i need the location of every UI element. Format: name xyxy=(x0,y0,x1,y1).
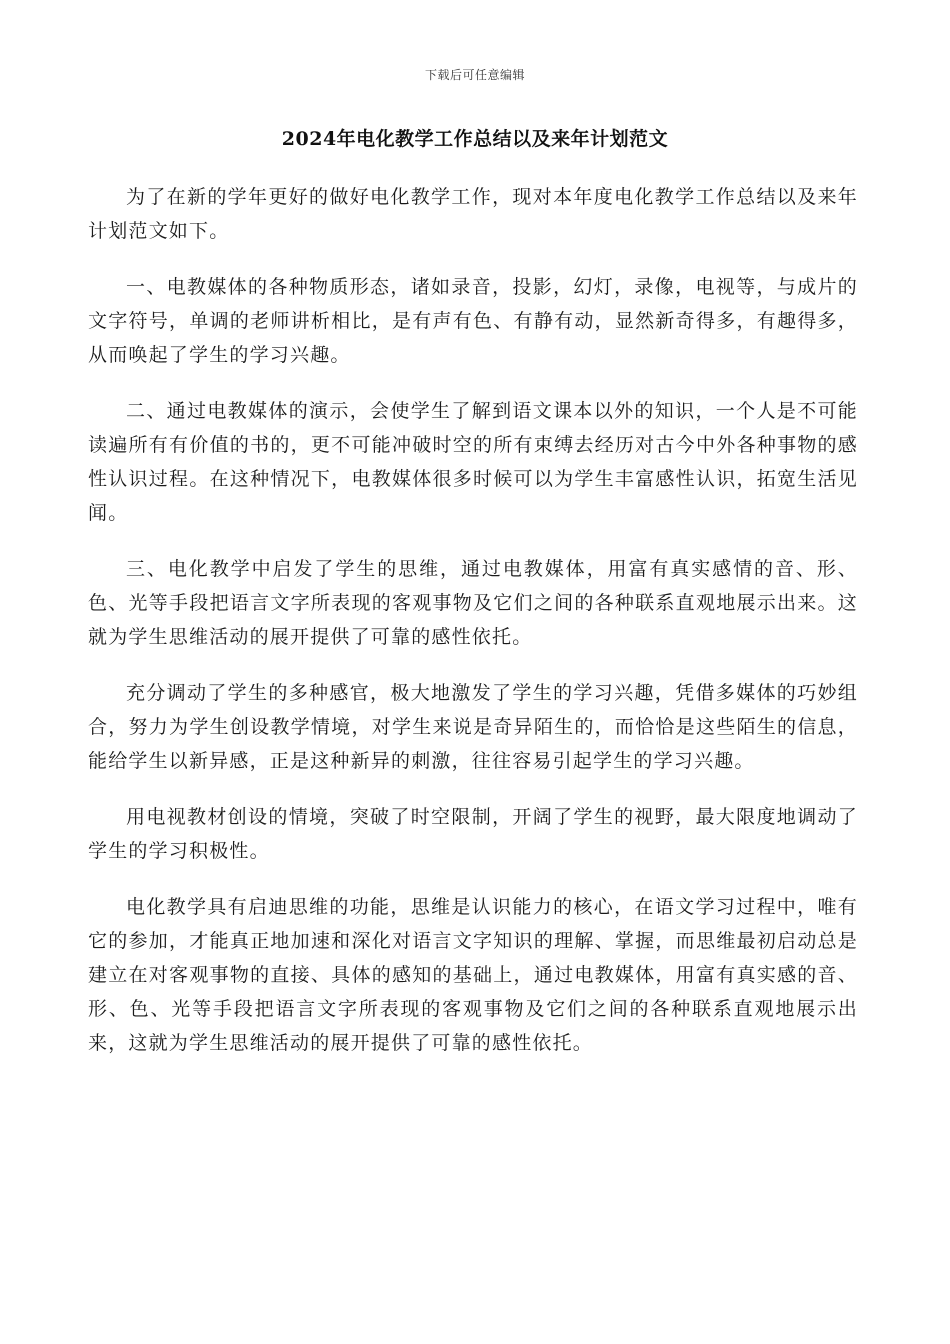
paragraph-2: 二、通过电教媒体的演示，会使学生了解到语文课本以外的知识，一个人是不可能读遍所有有价值的书的，更不可能冲破时空的所有束缚去经历对古今中外各种事物的感性认识过程。在这种情况下，电教媒体很多时候可以为学生丰富感性认识，拓宽生活见闻。 xyxy=(88,400,858,524)
header-note: 下载后可任意编辑 xyxy=(424,68,525,82)
paragraph-6: 电化教学具有启迪思维的功能，思维是认识能力的核心，在语文学习过程中，唯有它的参加，才能真正地加速和深化对语言文字知识的理解、掌握，而思维最初启动总是建立在对客观事物的直接、具体的感知的基础上，通过电教媒体，用富有真实感的音、形、色、光等手段把语言文字所表现的客观事物及它们之间的各种联系直观地展示出来，这就为学生思维活动的展开提供了可靠的感性依托。 xyxy=(88,896,858,1054)
paragraph-4: 充分调动了学生的多种感官，极大地激发了学生的学习兴趣，凭借多媒体的巧妙组合，努力为学生创设教学情境，对学生来说是奇异陌生的，而恰恰是这些陌生的信息，能给学生以新异感，正是这种新异的刺激，往往容易引起学生的学习兴趣。 xyxy=(88,682,858,772)
paragraph-1: 一、电教媒体的各种物质形态，诸如录音，投影，幻灯，录像，电视等，与成片的文字符号，单调的老师讲析相比，是有声有色、有静有动，显然新奇得多，有趣得多，从而唤起了学生的学习兴趣。 xyxy=(88,276,858,366)
paragraph-3: 三、电化教学中启发了学生的思维，通过电教媒体，用富有真实感情的音、形、色、光等手段把语言文字所表现的客观事物及它们之间的各种联系直观地展示出来。这就为学生思维活动的展开提供了可靠的感性依托。 xyxy=(88,558,858,648)
document-title: 2024年电化教学工作总结以及来年计划范文 xyxy=(281,128,669,150)
paragraph-intro: 为了在新的学年更好的做好电化教学工作，现对本年度电化教学工作总结以及来年计划范文如下。 xyxy=(88,186,858,242)
document-body xyxy=(88,180,858,1082)
paragraph-5: 用电视教材创设的情境，突破了时空限制，开阔了学生的视野，最大限度地调动了学生的学习积极性。 xyxy=(88,806,858,862)
